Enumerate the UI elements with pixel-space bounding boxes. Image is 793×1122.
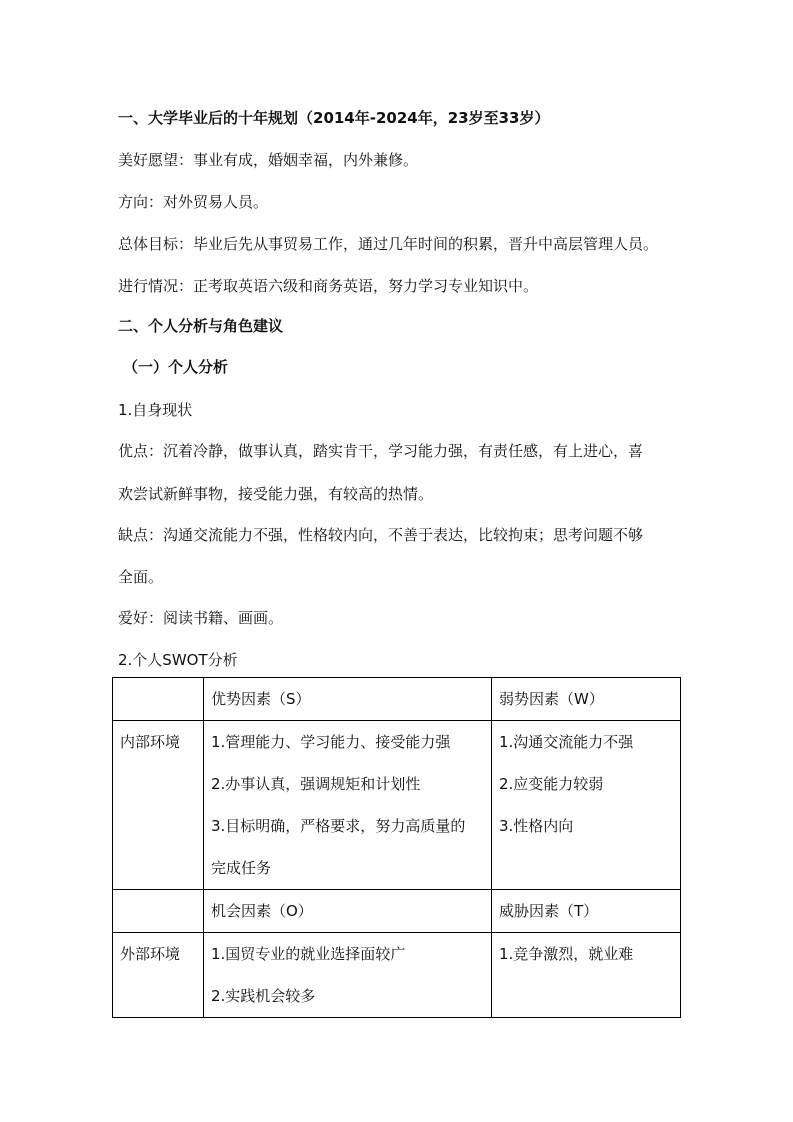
- direction-line: 方向：对外贸易人员。: [118, 193, 269, 211]
- threats-header: 威胁因素（T）: [499, 902, 599, 920]
- opportunities-header-cell: [204, 890, 492, 933]
- strength-item: 1.管理能力、学习能力、接受能力强: [211, 733, 451, 751]
- item-current-status: 1.自身现状: [118, 401, 193, 419]
- external-label-cell: [113, 933, 204, 1018]
- weakness-item: 1.沟通交流能力不强: [499, 733, 634, 751]
- weakness-item: 3.性格内向: [499, 817, 574, 835]
- weaknesses-line-1: 缺点：沟通交流能力不强，性格较内向，不善于表达，比较拘束；思考问题不够: [118, 526, 644, 544]
- strengths-line-1: 优点：沉着冷静，做事认真，踏实肯干，学习能力强，有责任感，有上进心，喜: [118, 442, 644, 460]
- sub-heading-personal-analysis: （一）个人分析: [123, 358, 229, 376]
- weaknesses-header-cell: [492, 678, 681, 721]
- weaknesses-line-2: 全面。: [118, 568, 164, 586]
- threats-cell: [492, 933, 681, 1018]
- opportunity-item: 2.实践机会较多: [211, 987, 316, 1005]
- opportunities-header: 机会因素（O）: [211, 902, 313, 920]
- threat-item: 1.竞争激烈，就业难: [499, 945, 634, 963]
- hobbies-line: 爱好：阅读书籍、画画。: [118, 609, 284, 627]
- swot-header-row-internal: [113, 678, 681, 721]
- item-swot: 2.个人SWOT分析: [118, 651, 238, 669]
- opportunities-cell: [204, 933, 492, 1018]
- weaknesses-header: 弱势因素（W）: [499, 690, 604, 708]
- weakness-item: 2.应变能力较弱: [499, 775, 604, 793]
- weaknesses-cell: [492, 721, 681, 890]
- empty-cell: [113, 678, 204, 721]
- strength-item: 2.办事认真，强调规矩和计划性: [211, 775, 421, 793]
- swot-table: [112, 677, 681, 1018]
- empty-cell: [113, 890, 204, 933]
- opportunity-item: 1.国贸专业的就业选择面较广: [211, 945, 406, 963]
- strength-item: 完成任务: [211, 859, 272, 877]
- section1-heading: 一、大学毕业后的十年规划（2014年-2024年，23岁至33岁）: [118, 109, 550, 127]
- strengths-line-2: 欢尝试新鲜事物，接受能力强，有较高的热情。: [118, 485, 434, 503]
- external-label: 外部环境: [120, 945, 181, 963]
- wish-line: 美好愿望：事业有成，婚姻幸福，内外兼修。: [118, 151, 419, 169]
- swot-header-row-external: [113, 890, 681, 933]
- internal-label: 内部环境: [120, 733, 181, 751]
- goal-line: 总体目标：毕业后先从事贸易工作，通过几年时间的积累，晋升中高层管理人员。: [118, 235, 659, 253]
- threats-header-cell: [492, 890, 681, 933]
- strengths-header: 优势因素（S）: [211, 690, 311, 708]
- swot-internal-row: [113, 721, 681, 890]
- strength-item: 3.目标明确，严格要求，努力高质量的: [211, 817, 466, 835]
- progress-line: 进行情况：正考取英语六级和商务英语，努力学习专业知识中。: [118, 277, 539, 295]
- swot-external-row: [113, 933, 681, 1018]
- strengths-header-cell: [204, 678, 492, 721]
- internal-label-cell: [113, 721, 204, 890]
- strengths-cell: [204, 721, 492, 890]
- section2-heading: 二、个人分析与角色建议: [118, 317, 284, 335]
